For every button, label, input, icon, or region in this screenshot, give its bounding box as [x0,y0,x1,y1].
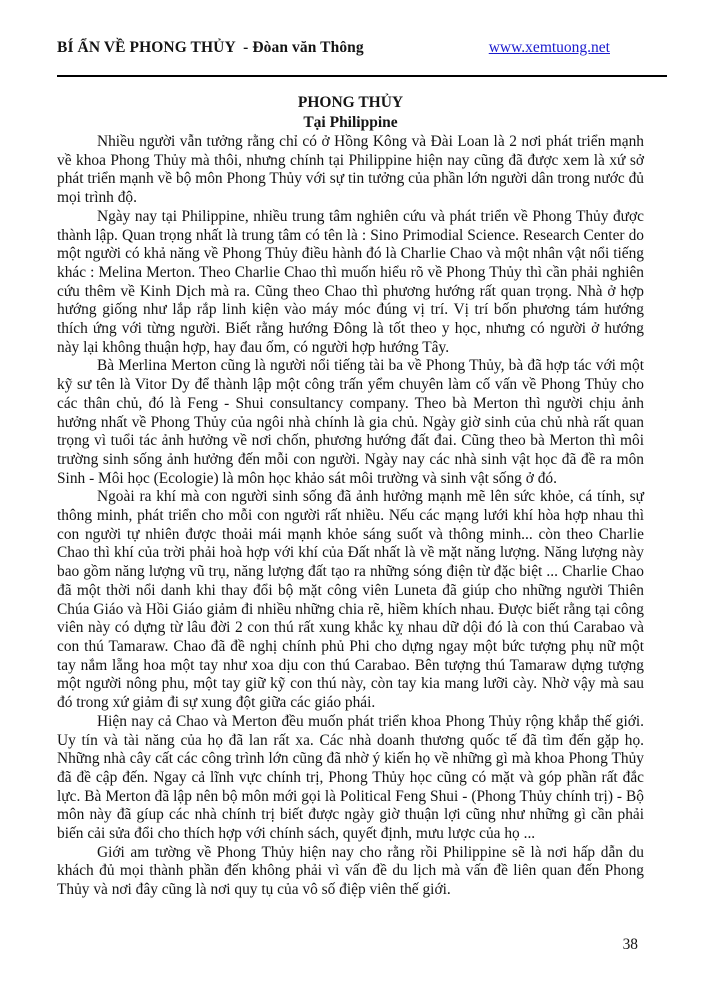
body-paragraph-5: Hiện nay cả Chao và Merton đều muốn phát triển khoa Phong Thủy rộng khắp thế giới. Uy tín và tài năng của họ đã lan rất xa. Các nhà doanh thương quốc tế đã tìm đến gặp họ. Những nhà cây cất các công trình lớn cũng đã nhờ ý kiến họ về những gì mà khoa Phong Thủy đã đề cập đến. Ngay cả lĩnh vực chính trị, Phong Thủy học cũng có mặt và góp phần rất đắc lực. Bà Merton đã lập nên bộ môn mới gọi là Political Feng Shui - (Phong Thủy chính trị) - Bộ môn này đã gíup các nhà chính trị biết được ngày giờ thuận lợi cũng như những gì cần phải biến cải sửa đổi cho thích hợp với chính sách, quyết định, mưu lược của họ ... [57,712,644,843]
page-number: 38 [622,936,638,953]
body-paragraph-1: Nhiều người vẫn tưởng rằng chỉ có ở Hồng Kông và Đài Loan là 2 nơi phát triển mạnh về khoa Phong Thủy mà thôi, nhưng chính tại Philippine hiện nay cũng đã được xem là xứ sở phát triển mạnh về bộ môn Phong Thủy với sự tin tưởng của phần lớn người dân trong nước đủ mọi trình độ. [57,133,644,207]
article-subtitle: Tại Philippine [303,114,398,131]
header-divider [57,75,667,77]
page-header [57,39,667,57]
article-heading-block [57,93,644,133]
page-footer [57,936,644,954]
body-paragraph-6: Giới am tường về Phong Thủy hiện nay cho rằng rồi Philippine sẽ là nơi hấp dẫn du khách đủ mọi thành phần đến không phải vì vấn đề du lịch mà vấn đề liên quan đến Phong Thủy và nơi đây cũng là nơi quy tụ của vô số điệp viên thế giới. [57,843,644,899]
body-paragraph-2: Ngày nay tại Philippine, nhiều trung tâm nghiên cứu và phát triển về Phong Thủy được thành lập. Quan trọng nhất là trung tâm có tên là : Sino Primodial Science. Research Center do một người có khả năng về Phong Thủy điều hành đó là Charlie Chao và một nhân vật nổi tiếng khác : Melina Merton. Theo Charlie Chao thì muốn hiểu rõ về Phong Thủy thì cần phải nghiên cứu thêm về Kinh Dịch mà ra. Cũng theo Chao thì phương hướng rất quan trọng. Nhà ở hợp hướng giống như lắp rắp linh kiện vào máy móc đúng vị trí. Vị trí bốn phương tám hướng thích ứng với từng người. Biết rằng hướng Đông là tốt theo y học, nhưng có người ở hướng này lại không thuận hợp, hay đau ốm, có người hợp hướng Tây. [57,207,644,356]
article-title: PHONG THỦY [297,94,404,111]
body-paragraph-3: Bà Merlina Merton cũng là người nổi tiếng tài ba về Phong Thủy, bà đã hợp tác với một kỹ sư tên là Vitor Dy để thành lập một công trấn yểm chuyên làm cố vấn về Phong Thủy cho các thân chủ, đó là Feng - Shui consultancy company. Theo bà Merton thì người chịu ảnh hưởng nhất về Phong Thủy của ngôi nhà chính là gia chủ. Ngày giờ sinh của chủ nhà rất quan trọng vì tuổi tác ảnh hưởng về nơi chốn, phương hướng đất đai. Cũng theo bà Merton thì môi trường sinh sống ảnh hưởng đến mỗi con người. Ngày nay các nhà sinh vật học đã đề ra môn Sinh - Môi học (Ecologie) là môn học khảo sát môi trường và sinh vật sống ở đó. [57,357,644,487]
header-book-title: BÍ ẨN VỀ PHONG THỦY - Đòan văn Thông [57,39,364,56]
website-link[interactable]: www.xemtuong.net [488,39,610,56]
body-paragraph-4: Ngoài ra khí mà con người sinh sống đã ảnh hưởng mạnh mẽ lên sức khỏe, cá tính, sự thông minh, phát triển cho mỗi con người rất nhiều. Nếu các mạng lưới khí hòa hợp nhau thì con người tự nhiên được thoải mái mạnh khỏe sáng suốt và thông minh... còn theo Charlie Chao thì khí của trời phải hoà hợp với khí của Đất nhất là về mặt năng lượng. Năng lượng này bao gồm năng lượng vũ trụ, năng lượng đất tạo ra những sóng điện từ đặc biệt ... Charlie Chao đã một thời nổi danh khi thay đổi bộ mặt công viên Luneta đã giúp cho những người Thiên Chúa Giáo và Hồi Giáo giảm đi nhiều những chia rẽ, hiềm khích nhau. Được biết rằng tại công viên này có dựng từ lâu đời 2 con thú rất xung khắc kỵ nhau dữ dội đó là con thú Carabao và con thú Tamaraw. Chao đã đề nghị chính phủ Phi cho dựng ngay một bức tượng phụ nữ một tay nắm lẵng hoa một tay như xoa dịu con thú Carabao. Bên tượng thú Tamaraw dựng tượng một người nông phu, một tay giữ kỹ con thú này, còn tay kia mang lưỡi cày. Nhờ vậy mà sau đó trong xứ giảm đi sự xung đột giữa các giáo phái. [57,488,644,712]
article-body [57,133,644,900]
